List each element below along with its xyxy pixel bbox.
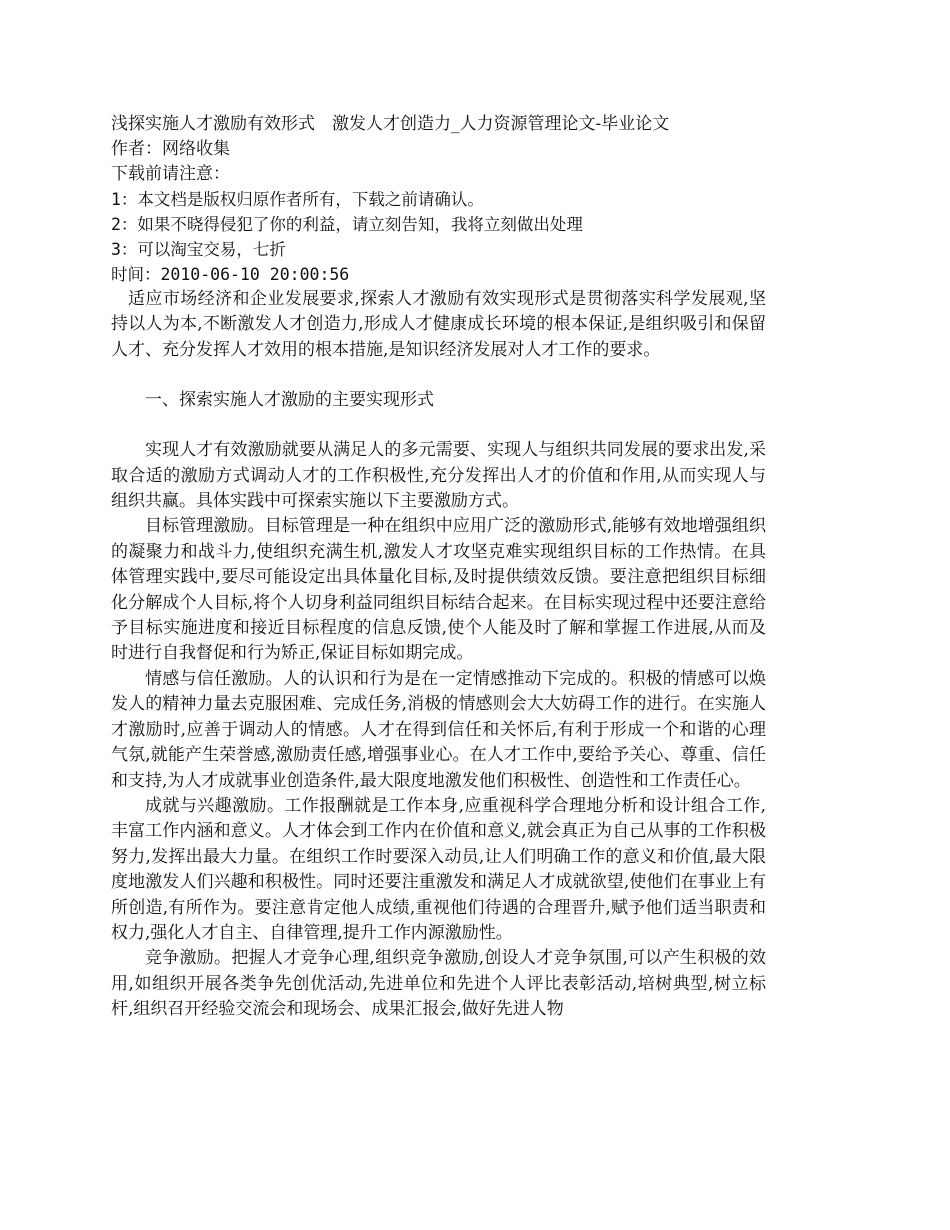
body-paragraph: 情感与信任激励。人的认识和行为是在一定情感推动下完成的。积极的情感可以焕发人的精神力量去克服困难、完成任务,消极的情感则会大大妨碍工作的进行。在实施人才激励时,应善于调动人的情感。人才在得到信任和关怀后,有利于形成一个和谐的心理气氛,就能产生荣誉感,激励责任感,增强事业心。在人才工作中,要给予关心、尊重、信任和支持,为人才成就事业创造条件,最大限度地激发他们积极性、创造性和工作责任心。 <box>111 668 766 791</box>
body-paragraph: 实现人才有效激励就要从满足人的多元需要、实现人与组织共同发展的要求出发,采取合适的激励方式调动人才的工作积极性,充分发挥出人才的价值和作用,从而实现人与组织共赢。具体实践中可探索实施以下主要激励方式。 <box>111 440 766 512</box>
document-page <box>111 112 766 1023</box>
document-title: 浅探实施人才激励有效形式 激发人才创造力_人力资源管理论文-毕业论文 <box>111 114 670 134</box>
section-heading: 一、探索实施人才激励的主要实现形式 <box>145 390 434 411</box>
spacer <box>111 413 766 438</box>
download-notice-label: 下载前请注意： <box>111 164 230 184</box>
author-line: 作者：网络收集 <box>111 139 230 159</box>
notice-item-3: 3：可以淘宝交易，七折 <box>111 240 286 259</box>
body-paragraph: 竞争激励。把握人才竞争心理,组织竞争激励,创设人才竞争氛围,可以产生积极的效用,如组织开展各类争先创优活动,先进单位和先进个人评比表彰活动,培树典型,树立标杆,组织召开经验交流会和现场会、成果汇报会,做好先进人物 <box>111 948 766 1020</box>
notice-item-2: 2：如果不晓得侵犯了你的利益，请立刻告知，我将立刻做出处理 <box>111 215 583 234</box>
notice-item-1: 1：本文档是版权归原作者所有，下载之前请确认。 <box>111 190 484 209</box>
body-paragraph: 成就与兴趣激励。工作报酬就是工作本身,应重视科学合理地分析和设计组合工作,丰富工作内涵和意义。人才体会到工作内在价值和意义,就会真正为自己从事的工作积极努力,发挥出最大力量。在组织工作时要深入动员,让人们明确工作的意义和价值,最大限度地激发人们兴趣和积极性。同时还要注重激发和满足人才成就欲望,使他们在事业上有所创造,有所作为。要注意肯定他人成绩,重视他们待遇的合理晋升,赋予他们适当职责和权力,强化人才自主、自律管理,提升工作内源激励性。 <box>111 795 766 943</box>
intro-paragraph: 适应市场经济和企业发展要求,探索人才激励有效实现形式是贯彻落实科学发展观,坚持以人为本,不断激发人才创造力,形成人才健康成长环境的根本保证,是组织吸引和保留人才、充分发挥人才效用的根本措施,是知识经济发展对人才工作的要求。 <box>111 289 766 360</box>
publish-time: 时间：2010-06-10 20:00:56 <box>111 265 350 284</box>
spacer <box>111 363 766 388</box>
body-paragraph: 目标管理激励。目标管理是一种在组织中应用广泛的激励形式,能够有效地增强组织的凝聚力和战斗力,使组织充满生机,激发人才攻坚克难实现组织目标的工作热情。在具体管理实践中,要尽可能设定出具体量化目标,及时提供绩效反馈。要注意把组织目标细化分解成个人目标,将个人切身利益同组织目标结合起来。在目标实现过程中还要注意给予目标实施进度和接近目标程度的信息反馈,使个人能及时了解和掌握工作进展,从而及时进行自我督促和行为矫正,保证目标如期完成。 <box>111 516 766 664</box>
